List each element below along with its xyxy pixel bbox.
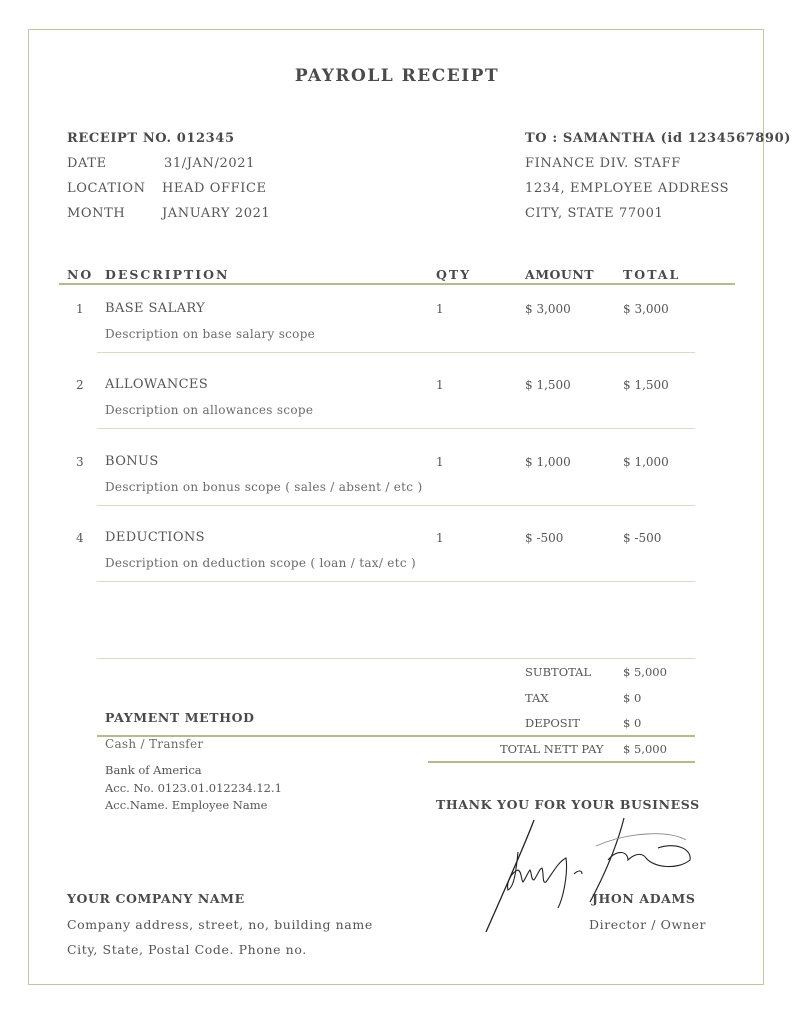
subtotal-label: SUBTOTAL <box>525 665 592 679</box>
row-title: BASE SALARY <box>105 301 206 316</box>
recipient-line-1: FINANCE DIV. STAFF <box>525 156 681 171</box>
account-number: Acc. No. 0123.01.012234.12.1 <box>105 781 282 795</box>
row-divider <box>97 428 695 429</box>
date-value: 31/JAN/2021 <box>164 156 255 171</box>
row-amount: $ 1,500 <box>525 378 571 392</box>
company-address-2: City, State, Postal Code. Phone no. <box>67 942 307 957</box>
signatory-name: JHON ADAMS <box>592 891 696 906</box>
totals-rule <box>428 735 695 737</box>
row-amount: $ -500 <box>525 531 564 545</box>
receipt-number: RECEIPT NO. 012345 <box>67 131 235 146</box>
company-address-1: Company address, street, no, building name <box>67 917 373 932</box>
row-qty: 1 <box>436 378 444 392</box>
header-description: DESCRIPTION <box>105 267 230 282</box>
bank-name: Bank of America <box>105 763 202 777</box>
row-total: $ 1,500 <box>623 378 669 392</box>
row-description: Description on base salary scope <box>105 327 316 341</box>
payment-method-heading: PAYMENT METHOD <box>105 710 255 725</box>
row-amount: $ 1,000 <box>525 455 571 469</box>
row-number: 2 <box>76 378 84 392</box>
row-title: DEDUCTIONS <box>105 530 205 545</box>
recipient-line-3: CITY, STATE 77001 <box>525 206 664 221</box>
row-divider <box>97 505 695 506</box>
nett-pay-value: $ 5,000 <box>623 742 667 756</box>
page-title: PAYROLL RECEIPT <box>294 66 500 86</box>
table-bottom-rule <box>97 658 695 659</box>
tax-value: $ 0 <box>623 691 642 705</box>
row-divider <box>97 352 695 353</box>
header-qty: QTY <box>436 267 472 282</box>
row-number: 4 <box>76 531 84 545</box>
row-amount: $ 3,000 <box>525 302 571 316</box>
row-number: 3 <box>76 455 84 469</box>
date-label: DATE <box>67 156 107 171</box>
payment-method: Cash / Transfer <box>105 737 204 751</box>
thank-you-message: THANK YOU FOR YOUR BUSINESS <box>436 797 700 812</box>
header-amount: AMOUNT <box>525 267 595 282</box>
row-divider <box>97 581 695 582</box>
row-total: $ -500 <box>623 531 662 545</box>
row-qty: 1 <box>436 455 444 469</box>
deposit-label: DEPOSIT <box>525 716 580 730</box>
account-name: Acc.Name. Employee Name <box>105 798 268 812</box>
nett-pay-rule <box>428 761 695 763</box>
company-name: YOUR COMPANY NAME <box>67 891 245 906</box>
month-label: MONTH <box>67 206 126 221</box>
deposit-value: $ 0 <box>623 716 642 730</box>
row-title: ALLOWANCES <box>105 377 209 392</box>
recipient-line-2: 1234, EMPLOYEE ADDRESS <box>525 181 730 196</box>
header-no: NO <box>67 267 94 282</box>
month-value: JANUARY 2021 <box>162 206 271 221</box>
row-number: 1 <box>76 302 84 316</box>
tax-label: TAX <box>525 691 549 705</box>
row-description: Description on allowances scope <box>105 403 314 417</box>
nett-pay-label: TOTAL NETT PAY <box>500 742 604 756</box>
row-description: Description on bonus scope ( sales / absent / etc ) <box>105 480 423 494</box>
recipient-to: TO : SAMANTHA (id 1234567890) <box>525 131 791 146</box>
row-total: $ 1,000 <box>623 455 669 469</box>
row-title: BONUS <box>105 454 159 469</box>
location-value: HEAD OFFICE <box>162 181 267 196</box>
header-rule <box>59 283 735 285</box>
header-total: TOTAL <box>623 267 681 282</box>
row-qty: 1 <box>436 302 444 316</box>
location-label: LOCATION <box>67 181 146 196</box>
signatory-role: Director / Owner <box>589 917 707 932</box>
subtotal-value: $ 5,000 <box>623 665 667 679</box>
row-total: $ 3,000 <box>623 302 669 316</box>
row-description: Description on deduction scope ( loan / tax/ etc ) <box>105 556 416 570</box>
row-qty: 1 <box>436 531 444 545</box>
